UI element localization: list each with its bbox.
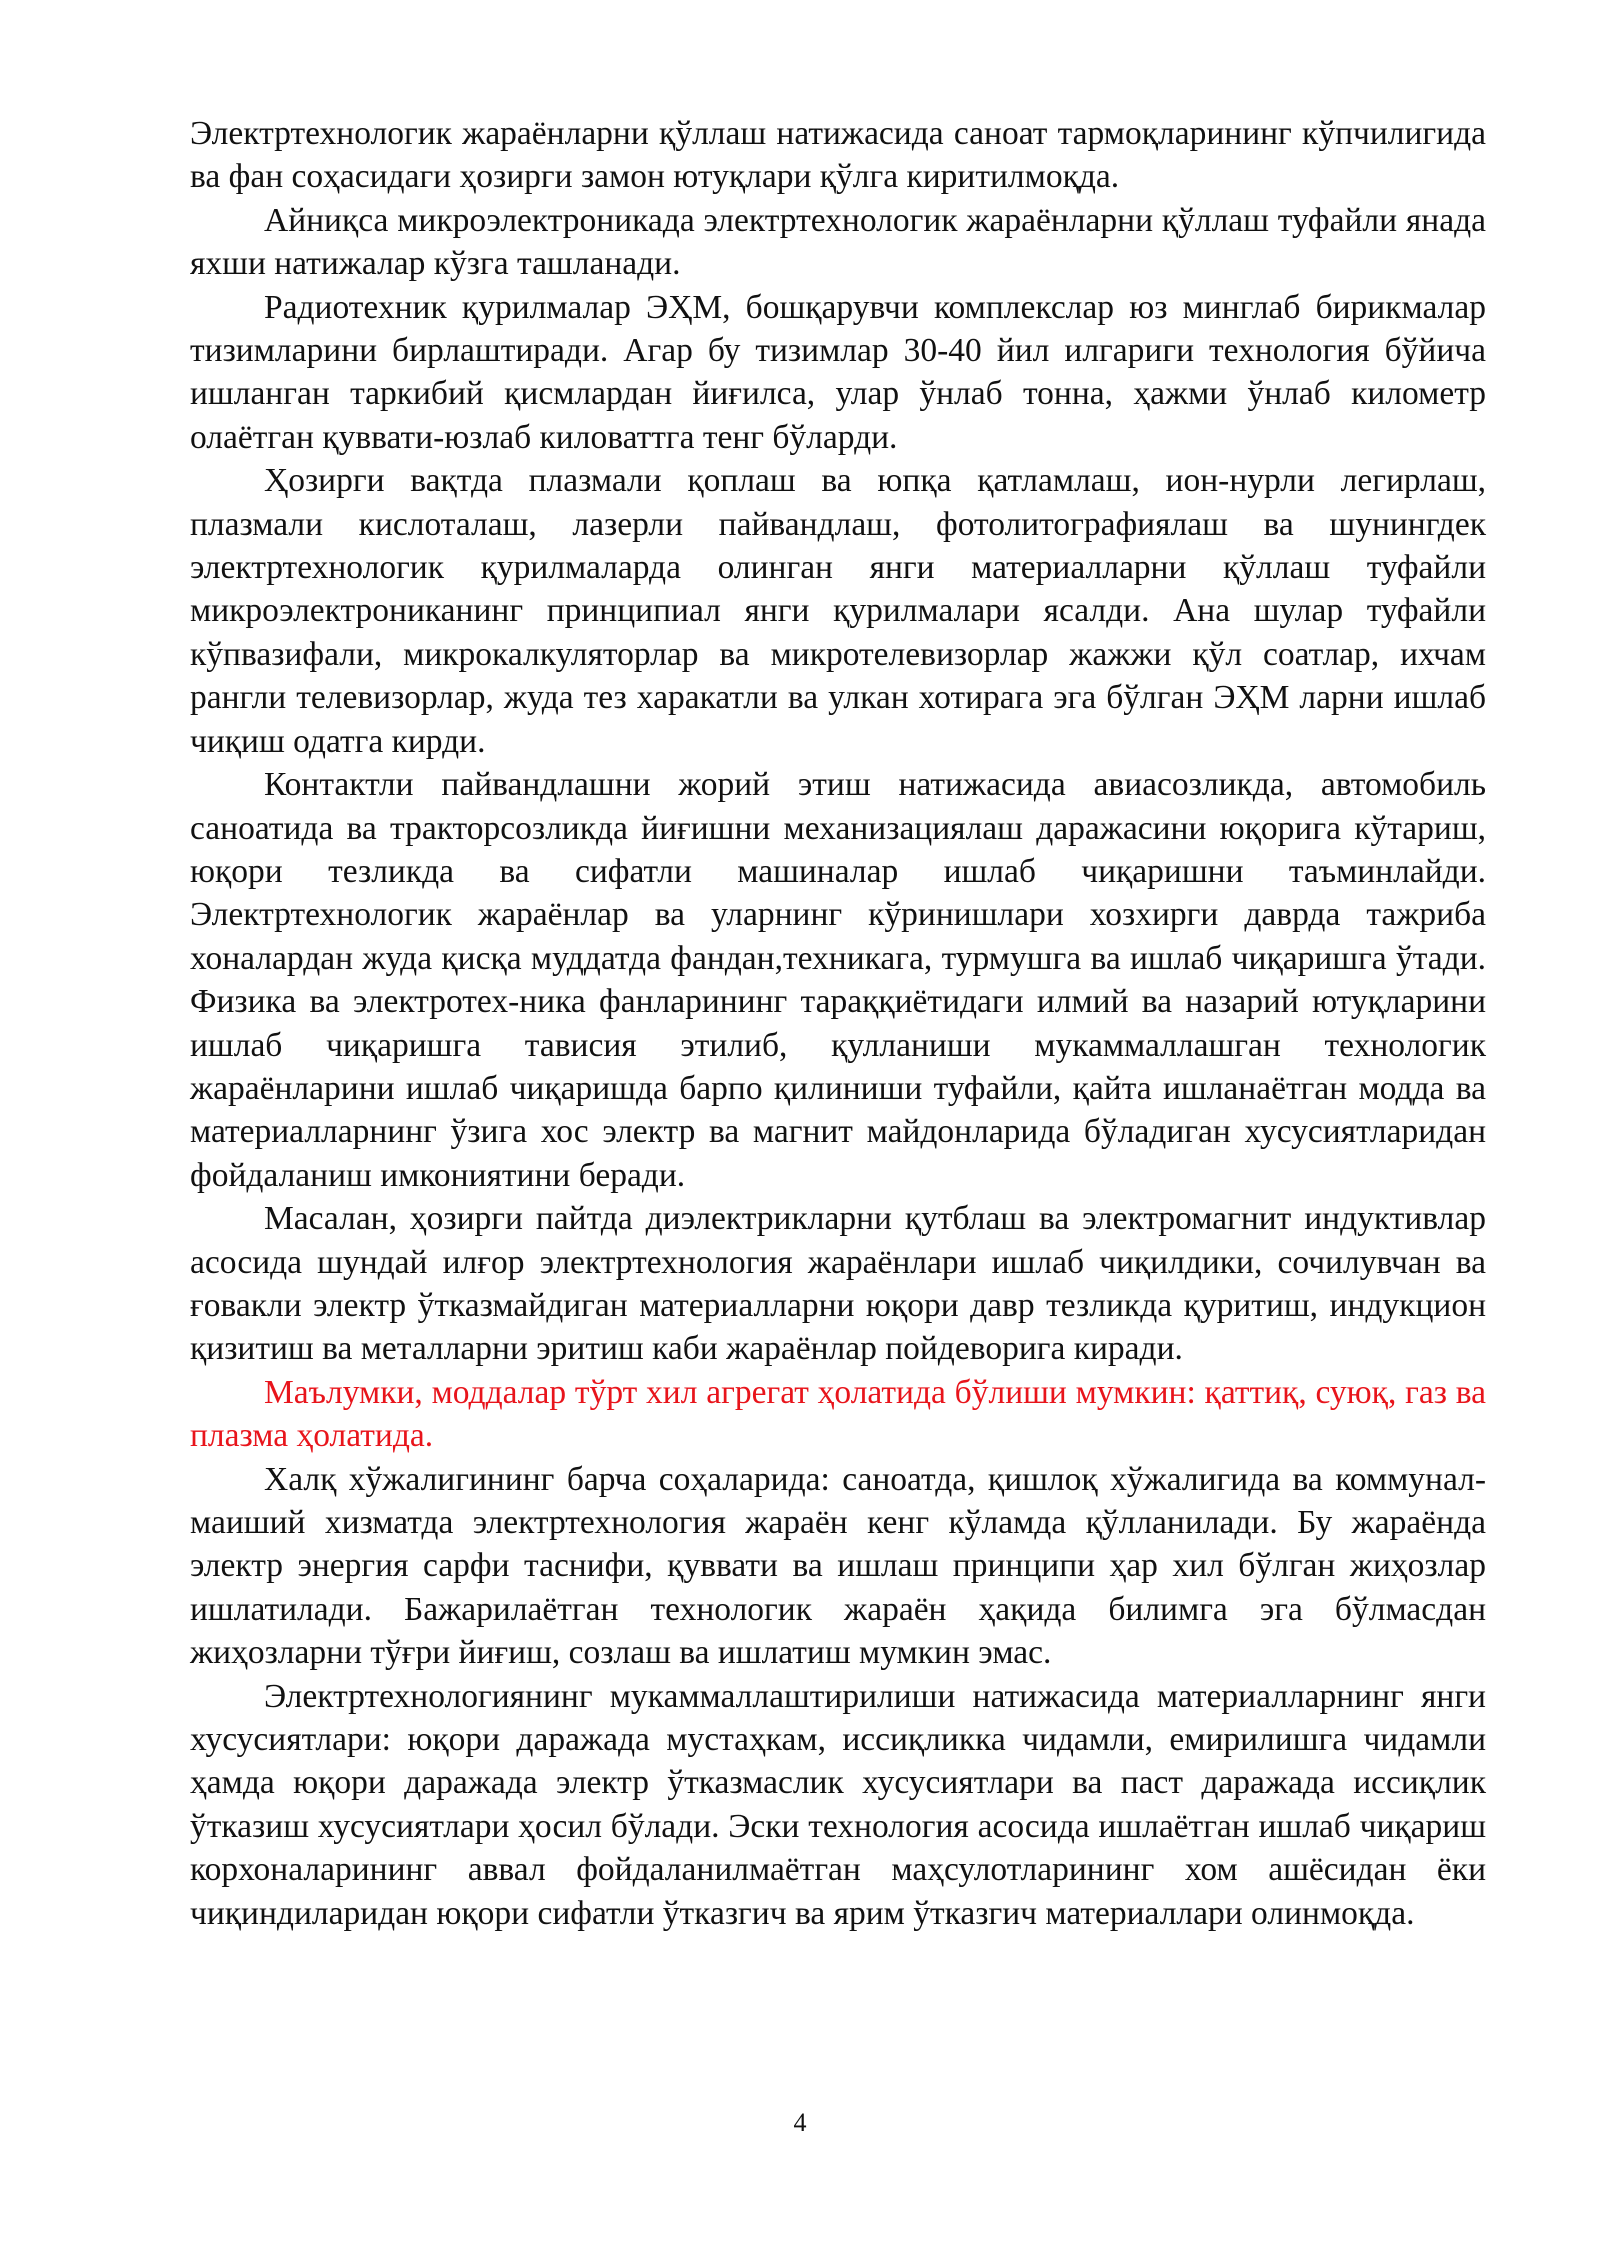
highlighted-paragraph: Маълумки, моддалар тўрт хил агрегат ҳолатида бўлиши мумкин: қаттиқ, суюқ, газ ва плазма ҳолатида. — [190, 1373, 1486, 1455]
paragraph-6: Масалан, ҳозирги пайтда диэлектрикларни қутблаш ва электромагнит индуктивлар асосида шундай илғор электртехнология жараёнлари ишлаб чиқилдики, сочилувчан ва ғовакли электр ўтказмайдиган материалларни юқори давр тезликда қуритиш, индукцион қизитиш ва металларни эритиш каби жараёнлар пойдеворига киради. — [190, 1200, 1486, 1368]
paragraph-5: Контактли пайвандлашни жорий этиш натижасида авиасозликда, автомобиль саноатида ва тракторсозликда йиғишни механизациялаш даражасини юқорига кўтариш, юқори тезликда ва сифатли машиналар ишлаб чиқаришни таъминлайди. Электртехнологик жараёнлар ва уларнинг кўринишлари хозхирги даврда тажриба хоналардан жуда қисқа муддатда фандан,техникага, турмушга ва ишлаб чиқаришга ўтади. Физика ва электротех-ника фанларининг тараққиётидаги илмий ва назарий ютуқларини ишлаб чиқаришга тависия этилиб, қулланиши мукаммаллашган технологик жараёнларини ишлаб чиқаришда барпо қилиниши туфайли, қайта ишланаётган модда ва материалларнинг ўзига хос электр ва магнит майдонларида бўладиган хусусиятларидан фойдаланиш имкониятини беради. — [190, 766, 1486, 1194]
document-body — [190, 112, 1486, 1935]
paragraph-8: Халқ хўжалигининг барча соҳаларида: саноатда, қишлоқ хўжалигида ва коммунал-маиший хизматда электртехнология жараён кенг кўламда қўлланилади. Бу жараёнда электр энергия сарфи таснифи, қуввати ва ишлаш принципи ҳар хил бўлган жиҳозлар ишлатилади. Бажарилаётган технологик жараён ҳақида билимга эга бўлмасдан жиҳозларни тўғри йиғиш, созлаш ва ишлатиш мумкин эмас. — [190, 1460, 1486, 1672]
paragraph-9: Электртехнологиянинг мукаммаллаштирилиши натижасида материалларнинг янги хусусиятлари: юқори даражада мустаҳкам, иссиқликка чидамли, емирилишга чидамли ҳамда юқори даражада электр ўтказмаслик хусусиятлари ва паст даражада иссиқлик ўтказиш хусусиятлари ҳосил бўлади. Эски технология асосида ишлаётган ишлаб чиқариш корхоналарининг аввал фойдаланилмаётган маҳсулотларининг хом ашёсидан ёки чиқиндиларидан юқори сифатли ўтказгич ва ярим ўтказгич материаллари олинмоқда. — [190, 1677, 1486, 1932]
paragraph-1: Электртехнологик жараёнларни қўллаш натижасида саноат тармоқларининг кўпчилигида ва фан соҳасидаги ҳозирги замон ютуқлари қўлга киритилмоқда. — [190, 115, 1486, 196]
paragraph-2: Айниқса микроэлектроникада электртехнологик жараёнларни қўллаш туфайли янада яхши натижалар кўзга ташланади. — [190, 201, 1486, 283]
paragraph-3: Радиотехник қурилмалар ЭҲМ, бошқарувчи комплекслар юз минглаб бирикмалар тизимларини бирлаштиради. Агар бу тизимлар 30-40 йил илгариги технология бўйича ишланган таркибий қисмлардан йиғилса, улар ўнлаб тонна, ҳажми ўнлаб километр олаётган қуввати-юзлаб киловаттга тенг бўларди. — [190, 288, 1486, 456]
page-number: 4 — [793, 2108, 807, 2137]
paragraph-4: Ҳозирги вақтда плазмали қоплаш ва юпқа қатламлаш, ион-нурли легирлаш, плазмали кислоталаш, лазерли пайвандлаш, фотолитографиялаш ва шунингдек электртехнологик қурилмаларда олинган янги материалларни қўллаш туфайли микроэлектрониканинг принципиал янги қурилмалари ясалди. Ана шулар туфайли кўпвазифали, микрокалкуляторлар ва микротелевизорлар жажжи қўл соатлар, ихчам рангли телевизорлар, жуда тез харакатли ва улкан хотирага эга бўлган ЭҲМ ларни ишлаб чиқиш одатга кирди. — [190, 462, 1486, 760]
